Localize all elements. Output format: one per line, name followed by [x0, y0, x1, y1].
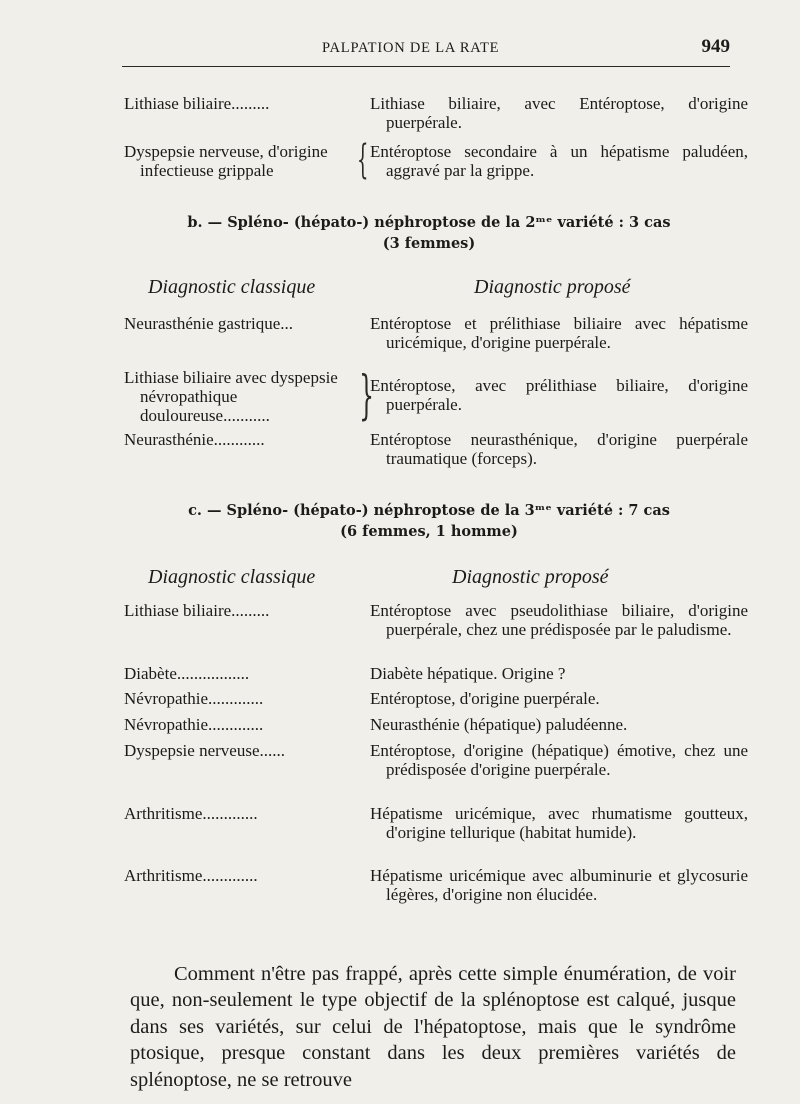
proposed-diagnosis: Lithiase biliaire, avec Entéroptose, d'origine puerpérale. — [370, 94, 748, 132]
classic-diagnosis: Diabète................. — [124, 664, 250, 683]
classic-diagnosis: Dyspepsie nerveuse...... — [124, 741, 285, 760]
classic-diagnosis: Névropathie............. — [124, 689, 264, 708]
column-heading-proposed: Diagnostic proposé — [474, 276, 631, 298]
proposed-diagnosis: Entéroptose secondaire à un hépatisme paludéen, aggravé par la grippe. — [370, 142, 748, 180]
proposed-diagnosis: Entéroptose, d'origine puerpérale. — [370, 689, 600, 708]
section-heading-line: (6 femmes, 1 homme) — [340, 523, 518, 540]
proposed-diagnosis: Entéroptose et prélithiase biliaire avec hépatisme uricémique, d'origine puerpérale. — [370, 314, 748, 352]
classic-diagnosis: Lithiase biliaire......... — [124, 601, 270, 620]
brace-icon: } — [359, 366, 374, 426]
proposed-diagnosis: Entéroptose, avec prélithiase biliaire, d'origine puerpérale. — [370, 376, 748, 414]
running-header — [122, 36, 730, 67]
section-heading — [124, 500, 734, 542]
brace-icon: { — [356, 137, 369, 183]
column-heading-classic: Diagnostic classique — [148, 566, 316, 588]
classic-diagnosis: Lithiase biliaire......... — [124, 94, 270, 113]
proposed-diagnosis: Entéroptose avec pseudolithiase biliaire, d'origine puerpérale, chez une prédisposée par le paludisme. — [370, 601, 748, 639]
section-heading — [124, 212, 734, 254]
running-title: PALPATION DE LA RATE — [322, 40, 500, 56]
body-paragraph: Comment n'être pas frappé, après cette simple énumération, de voir que, non-seulement le type objectif de la splénoptose est calqué, jusque dans ses variétés, sur celui de l'hépatoptose, mais que le syndrôme ptosique, presque constant dans les deux premières variétés de splénoptose, ne se retrouve — [130, 962, 736, 1091]
proposed-diagnosis: Hépatisme uricémique, avec rhumatisme goutteux, d'origine tellurique (habitat humide). — [370, 804, 748, 842]
proposed-diagnosis: Entéroptose neurasthénique, d'origine puerpérale traumatique (forceps). — [370, 430, 748, 468]
column-heading-proposed: Diagnostic proposé — [452, 566, 609, 588]
section-heading-line: b. — Spléno- (hépato-) néphroptose de la 2ᵐᵉ variété : 3 cas — [187, 214, 671, 231]
proposed-diagnosis: Hépatisme uricémique avec albuminurie et glycosurie légères, d'origine non élucidée. — [370, 866, 748, 904]
page-number: 949 — [701, 36, 730, 57]
section-heading-line: c. — Spléno- (hépato-) néphroptose de la 3ᵐᵉ variété : 7 cas — [188, 502, 670, 519]
classic-diagnosis: Arthritisme............. — [124, 804, 258, 823]
proposed-diagnosis: Diabète hépatique. Origine ? — [370, 664, 566, 683]
classic-diagnosis: Neurasthénie............ — [124, 430, 265, 449]
classic-diagnosis: Neurasthénie gastrique... — [124, 314, 293, 333]
classic-diagnosis: Lithiase biliaire avec dyspepsie névropathique douloureuse........... — [124, 368, 338, 425]
section-heading-line: (3 femmes) — [382, 235, 476, 252]
column-heading-classic: Diagnostic classique — [148, 276, 316, 298]
classic-diagnosis: Arthritisme............. — [124, 866, 258, 885]
proposed-diagnosis: Entéroptose, d'origine (hépatique) émotive, chez une prédisposée d'origine puerpérale. — [370, 741, 748, 779]
classic-diagnosis: Névropathie............. — [124, 715, 264, 734]
proposed-diagnosis: Neurasthénie (hépatique) paludéenne. — [370, 715, 628, 734]
classic-diagnosis: Dyspepsie nerveuse, d'origine infectieuse grippale — [124, 142, 328, 180]
